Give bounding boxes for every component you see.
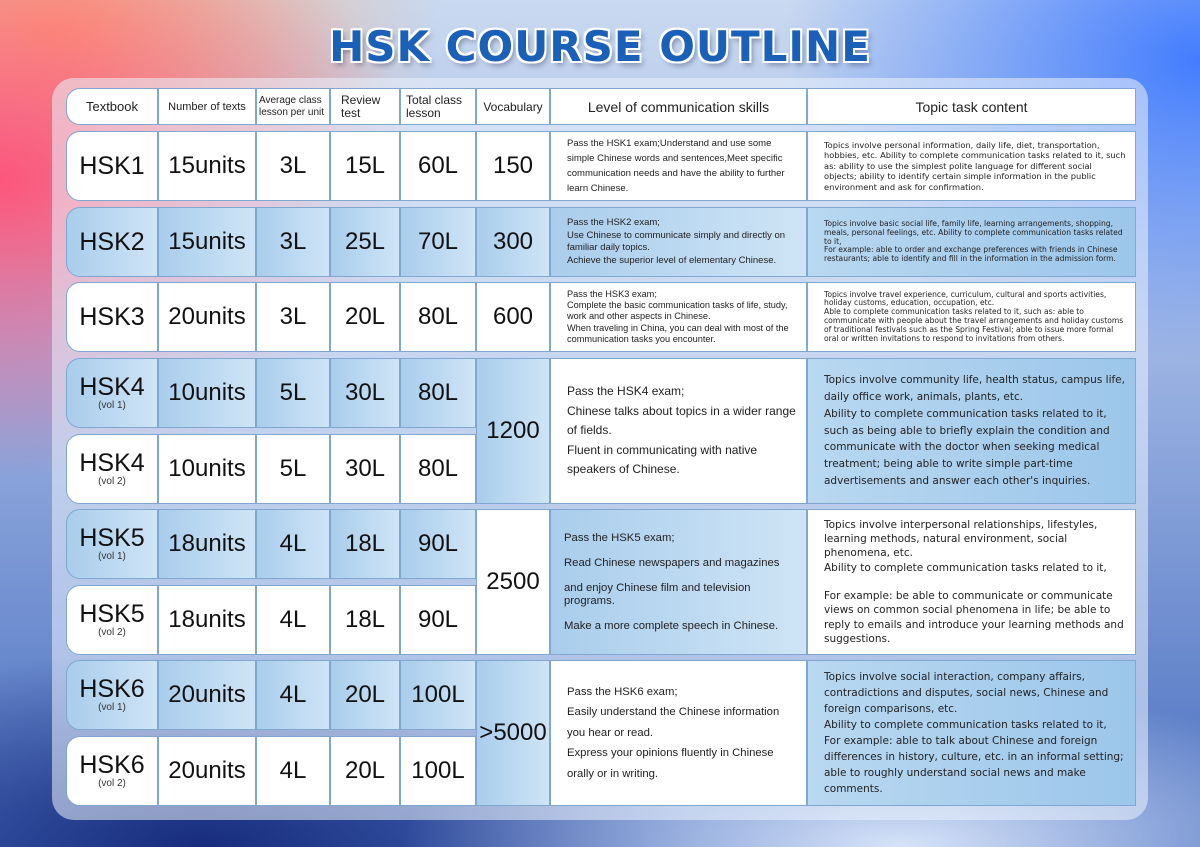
- vocab-hsk6: >5000: [476, 660, 550, 806]
- total-hsk6-vol1: 100L: [400, 660, 476, 730]
- level-text: Pass the HSK1 exam;Understand and use some simple Chinese words and sentences,Meet specific communication needs and have the ability to further learn Chinese.: [567, 138, 785, 194]
- avg-hsk5-vol1: 4L: [256, 509, 330, 579]
- textbook-name: HSK6: [79, 675, 145, 703]
- textbook-hsk1: [66, 131, 158, 201]
- textbook-hsk3: [66, 282, 158, 352]
- textbook-volume: (vol 1): [98, 400, 126, 411]
- avg-hsk6-vol1: 4L: [256, 660, 330, 730]
- vocab-hsk3: 600: [476, 282, 550, 352]
- texts-hsk4-vol2: 10units: [158, 434, 256, 504]
- textbook-name: HSK5: [79, 600, 145, 628]
- header-review-test: Review test: [330, 88, 400, 125]
- page-title: HSK COURSE OUTLINE: [329, 22, 871, 71]
- total-hsk5-vol1: 90L: [400, 509, 476, 579]
- topic-hsk4: [807, 358, 1136, 504]
- texts-hsk6-vol1: 20units: [158, 660, 256, 730]
- avg-hsk1: 3L: [256, 131, 330, 201]
- level-hsk4: [550, 358, 807, 504]
- avg-hsk6-vol2: 4L: [256, 736, 330, 806]
- vocab-hsk4: 1200: [476, 358, 550, 504]
- avg-hsk5-vol2: 4L: [256, 585, 330, 655]
- level-hsk2: [550, 207, 807, 277]
- topic-hsk2: [807, 207, 1136, 277]
- review-hsk6-vol2: 20L: [330, 736, 400, 806]
- texts-hsk2: 15units: [158, 207, 256, 277]
- texts-hsk4-vol1: 10units: [158, 358, 256, 428]
- texts-hsk6-vol2: 20units: [158, 736, 256, 806]
- topic-text: Topics involve personal information, daily life, diet, transportation, hobbies, etc. Ability to complete communication tasks related to it, such as: ability to use the simplest polite language for different social objects; ability to identify certain simple information in the public environment and ask for confirmation.: [824, 139, 1126, 192]
- textbook-hsk2: [66, 207, 158, 277]
- avg-hsk4-vol2: 5L: [256, 434, 330, 504]
- header-level-of-communication-skills: Level of communication skills: [550, 88, 807, 125]
- topic-hsk6: [807, 660, 1136, 806]
- textbook-hsk6-vol1: [66, 660, 158, 730]
- level-text: Pass the HSK3 exam; Complete the basic communication tasks of life, study, work and other aspects in Chinese. When traveling in China, you can deal with most of the communication tasks you encounter.: [567, 288, 789, 344]
- header-total-class-lesson: Total class lesson: [400, 88, 476, 125]
- texts-hsk5-vol2: 18units: [158, 585, 256, 655]
- textbook-name: HSK3: [79, 303, 145, 331]
- total-hsk6-vol2: 100L: [400, 736, 476, 806]
- avg-hsk2: 3L: [256, 207, 330, 277]
- textbook-name: HSK4: [79, 449, 145, 477]
- level-hsk3: [550, 282, 807, 352]
- topic-text: Topics involve social interaction, company affairs, contradictions and disputes, social news, Chinese and foreign comparisons, etc. Ability to complete communication tasks related to it, For example: able to talk about Chinese and foreign differences in history, culture, etc. in an informal setting; able to roughly understand social news and make comments.: [824, 671, 1124, 795]
- texts-hsk3: 20units: [158, 282, 256, 352]
- textbook-name: HSK2: [79, 228, 145, 256]
- review-hsk5-vol1: 18L: [330, 509, 400, 579]
- topic-hsk5: [807, 509, 1136, 655]
- textbook-volume: (vol 1): [98, 551, 126, 562]
- topic-hsk3: [807, 282, 1136, 352]
- total-hsk4-vol2: 80L: [400, 434, 476, 504]
- avg-hsk4-vol1: 5L: [256, 358, 330, 428]
- total-hsk5-vol2: 90L: [400, 585, 476, 655]
- total-hsk2: 70L: [400, 207, 476, 277]
- textbook-hsk4-vol2: [66, 434, 158, 504]
- avg-hsk3: 3L: [256, 282, 330, 352]
- vocab-hsk2: 300: [476, 207, 550, 277]
- review-hsk5-vol2: 18L: [330, 585, 400, 655]
- textbook-volume: (vol 2): [98, 778, 126, 789]
- level-hsk5: [550, 509, 807, 655]
- total-hsk4-vol1: 80L: [400, 358, 476, 428]
- level-text: Pass the HSK4 exam; Chinese talks about topics in a wider range of fields. Fluent in communicating with native speakers of Chinese.: [567, 384, 796, 477]
- textbook-volume: (vol 1): [98, 702, 126, 713]
- level-text: Pass the HSK6 exam; Easily understand the Chinese information you hear or read. Express your opinions fluently in Chinese orally or in writing.: [567, 685, 780, 780]
- header-number-of-texts: Number of texts: [158, 88, 256, 125]
- textbook-volume: (vol 2): [98, 627, 126, 638]
- total-hsk3: 80L: [400, 282, 476, 352]
- textbook-name: HSK1: [79, 152, 145, 180]
- textbook-name: HSK4: [79, 373, 145, 401]
- level-text: Pass the HSK2 exam; Use Chinese to communicate simply and directly on familiar daily topics. Achieve the superior level of elementary Chinese.: [567, 217, 786, 266]
- header-average-class-lesson: Average class lesson per unit: [256, 88, 330, 125]
- vocab-hsk1: 150: [476, 131, 550, 201]
- textbook-hsk4-vol1: [66, 358, 158, 428]
- review-hsk6-vol1: 20L: [330, 660, 400, 730]
- topic-text: Topics involve basic social life, family life, learning arrangements, shopping, meals, personal feelings, etc. Ability to complete communication tasks related to it, For example: able to order and exchange preferences with friends in Chinese restaurants; able to identify and fill in the information in the admission form.: [824, 219, 1123, 264]
- topic-text: Topics involve travel experience, curriculum, cultural and sports activities, holiday customs, education, occupation, etc. Able to complete communication tasks related to it, such as: able to communicate with people about the travel arrangements and holiday customs of traditional festivals such as the Spring Festival; able to issue more formal oral or written invitations to respond to invitations from others.: [824, 289, 1124, 343]
- review-hsk2: 25L: [330, 207, 400, 277]
- vocab-hsk5: 2500: [476, 509, 550, 655]
- header-textbook: Textbook: [66, 88, 158, 125]
- header-topic-task-content: Topic task content: [807, 88, 1136, 125]
- review-hsk1: 15L: [330, 131, 400, 201]
- textbook-hsk5-vol1: [66, 509, 158, 579]
- level-hsk1: [550, 131, 807, 201]
- textbook-volume: (vol 2): [98, 476, 126, 487]
- topic-hsk1: [807, 131, 1136, 201]
- topic-text: Topics involve interpersonal relationships, lifestyles, learning methods, natural environment, social phenomena, etc. Ability to complete communication tasks related to it, For example: be able to communicate or communicate views on common social phenomena in life; be able to reply to emails and introduce your learning methods and suggestions.: [824, 519, 1124, 645]
- level-text: Pass the HSK5 exam; Read Chinese newspapers and magazines and enjoy Chinese film and television programs. Make a more complete speech in Chinese.: [564, 532, 780, 632]
- review-hsk3: 20L: [330, 282, 400, 352]
- review-hsk4-vol1: 30L: [330, 358, 400, 428]
- textbook-hsk6-vol2: [66, 736, 158, 806]
- textbook-name: HSK6: [79, 751, 145, 779]
- topic-text: Topics involve community life, health status, campus life, daily office work, animals, plants, etc. Ability to complete communication tasks related to it, such as being able to briefly explain the condition and communicate with the doctor when seeking medical treatment; being able to write simple part-time advertisements and answer each other's inquiries.: [824, 374, 1125, 487]
- texts-hsk1: 15units: [158, 131, 256, 201]
- header-vocabulary: Vocabulary: [476, 88, 550, 125]
- textbook-name: HSK5: [79, 524, 145, 552]
- total-hsk1: 60L: [400, 131, 476, 201]
- texts-hsk5-vol1: 18units: [158, 509, 256, 579]
- level-hsk6: [550, 660, 807, 806]
- review-hsk4-vol2: 30L: [330, 434, 400, 504]
- textbook-hsk5-vol2: [66, 585, 158, 655]
